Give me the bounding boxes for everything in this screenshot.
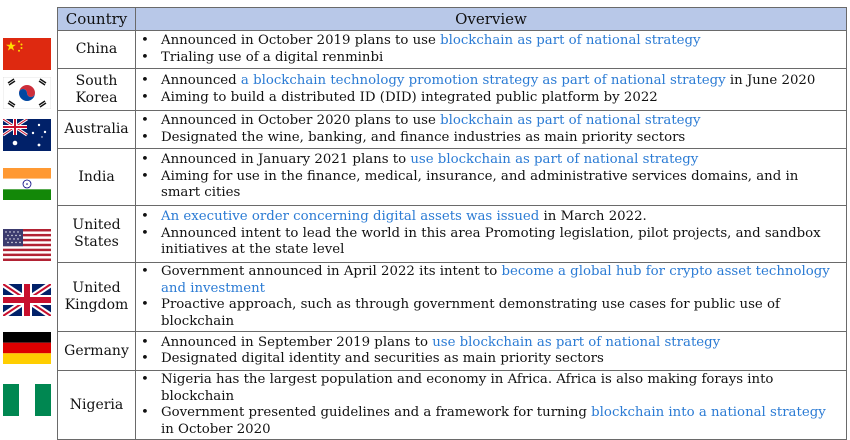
country-cell: India — [58, 149, 136, 206]
overview-bullet — [139, 264, 840, 297]
highlighted-text: blockchain into a national strategy — [591, 405, 826, 420]
overview-column-header: Overview — [136, 8, 847, 31]
overview-bullet — [139, 113, 840, 130]
overview-cell — [136, 111, 847, 149]
india-flag — [3, 168, 51, 200]
overview-bullet-list — [139, 264, 840, 330]
bullet-text: in June 2020 — [725, 73, 816, 88]
bullet-text: Government presented guidelines and a framework for turning — [161, 405, 592, 420]
bullet-text: Announced — [161, 73, 241, 88]
overview-bullet — [139, 73, 840, 90]
overview-cell — [136, 31, 847, 69]
country-cell: Nigeria — [58, 371, 136, 440]
bullet-text: Designated digital identity and securities as main priority sectors — [161, 351, 604, 366]
bullet-text: Designated the wine, banking, and finance industries as main priority sectors — [161, 129, 686, 145]
table-row — [58, 371, 847, 440]
south-korea-flag — [3, 77, 51, 109]
overview-bullet-list — [139, 113, 840, 146]
overview-bullet-list — [139, 372, 840, 438]
country-cell: Australia — [58, 111, 136, 149]
table-row — [58, 206, 847, 263]
australia-flag — [3, 119, 51, 151]
overview-bullet — [139, 335, 840, 352]
bullet-text: Trialing use of a digital renminbi — [161, 49, 384, 65]
nigeria-flag — [3, 384, 51, 416]
bullet-text: in March 2022. — [539, 209, 647, 225]
bullet-text: Nigeria has the largest population and economy in Africa. Africa is also making forays into blockchain — [161, 372, 774, 404]
bullet-text: in October 2020 — [161, 421, 271, 437]
overview-bullet-list — [139, 33, 840, 66]
country-cell: South Korea — [58, 69, 136, 111]
overview-bullet — [139, 33, 840, 50]
highlighted-text: use blockchain as part of national strategy — [432, 334, 721, 350]
bullet-text: Aiming for use in the finance, medical, insurance, and administrative services domains, and in smart cities — [161, 168, 799, 201]
china-flag — [3, 38, 51, 70]
table-row — [58, 111, 847, 149]
country-cell: Germany — [58, 332, 136, 371]
overview-bullet — [139, 50, 840, 67]
bullet-text: Announced in October 2020 plans to use — [161, 113, 441, 128]
bullet-text: Proactive approach, such as through government demonstrating use cases for public use of blockchain — [161, 297, 780, 329]
overview-cell — [136, 263, 847, 332]
overview-bullet-list — [139, 209, 840, 259]
overview-bullet — [139, 169, 840, 202]
table-header-row — [58, 8, 847, 31]
country-cell: United Kingdom — [58, 263, 136, 332]
table-row — [58, 149, 847, 206]
overview-bullet — [139, 405, 840, 438]
table-row — [58, 31, 847, 69]
highlighted-text: become a global hub for crypto asset technology and investment — [161, 264, 830, 296]
overview-bullet — [139, 152, 840, 169]
highlighted-text: blockchain as part of national strategy — [440, 113, 701, 128]
overview-bullet — [139, 226, 840, 259]
overview-cell — [136, 371, 847, 440]
overview-cell — [136, 149, 847, 206]
overview-bullet — [139, 351, 840, 368]
bullet-text: Announced in January 2021 plans to — [161, 152, 411, 168]
table-row — [58, 263, 847, 332]
bullet-text: Aiming to build a distributed ID (DID) integrated public platform by 2022 — [161, 89, 658, 105]
overview-cell — [136, 332, 847, 371]
united-kingdom-flag — [3, 284, 51, 316]
united-states-flag — [3, 229, 51, 261]
bullet-text: Government announced in April 2022 its intent to — [161, 264, 502, 279]
table-row — [58, 69, 847, 111]
country-cell: United States — [58, 206, 136, 263]
overview-cell — [136, 206, 847, 263]
bullet-text: Announced intent to lead the world in this area Promoting legislation, pilot projects, and sandbox initiatives at the state level — [161, 225, 821, 258]
country-column-header: Country — [58, 8, 136, 31]
overview-bullet — [139, 209, 840, 226]
highlighted-text: An executive order concerning digital assets was issued — [161, 209, 540, 225]
overview-bullet-list — [139, 73, 840, 106]
overview-bullet — [139, 90, 840, 107]
bullet-text: Announced in September 2019 plans to — [161, 334, 433, 350]
highlighted-text: a blockchain technology promotion strategy as part of national strategy — [240, 73, 726, 88]
national-strategy-table — [57, 7, 847, 440]
overview-bullet — [139, 130, 840, 147]
overview-bullet — [139, 297, 840, 330]
overview-bullet — [139, 372, 840, 405]
country-cell: China — [58, 31, 136, 69]
overview-cell — [136, 69, 847, 111]
highlighted-text: blockchain as part of national strategy — [440, 33, 701, 48]
overview-bullet-list — [139, 335, 840, 368]
table-row — [58, 332, 847, 371]
bullet-text: Announced in October 2019 plans to use — [161, 33, 441, 48]
germany-flag — [3, 332, 51, 364]
overview-bullet-list — [139, 152, 840, 202]
highlighted-text: use blockchain as part of national strategy — [410, 152, 699, 168]
